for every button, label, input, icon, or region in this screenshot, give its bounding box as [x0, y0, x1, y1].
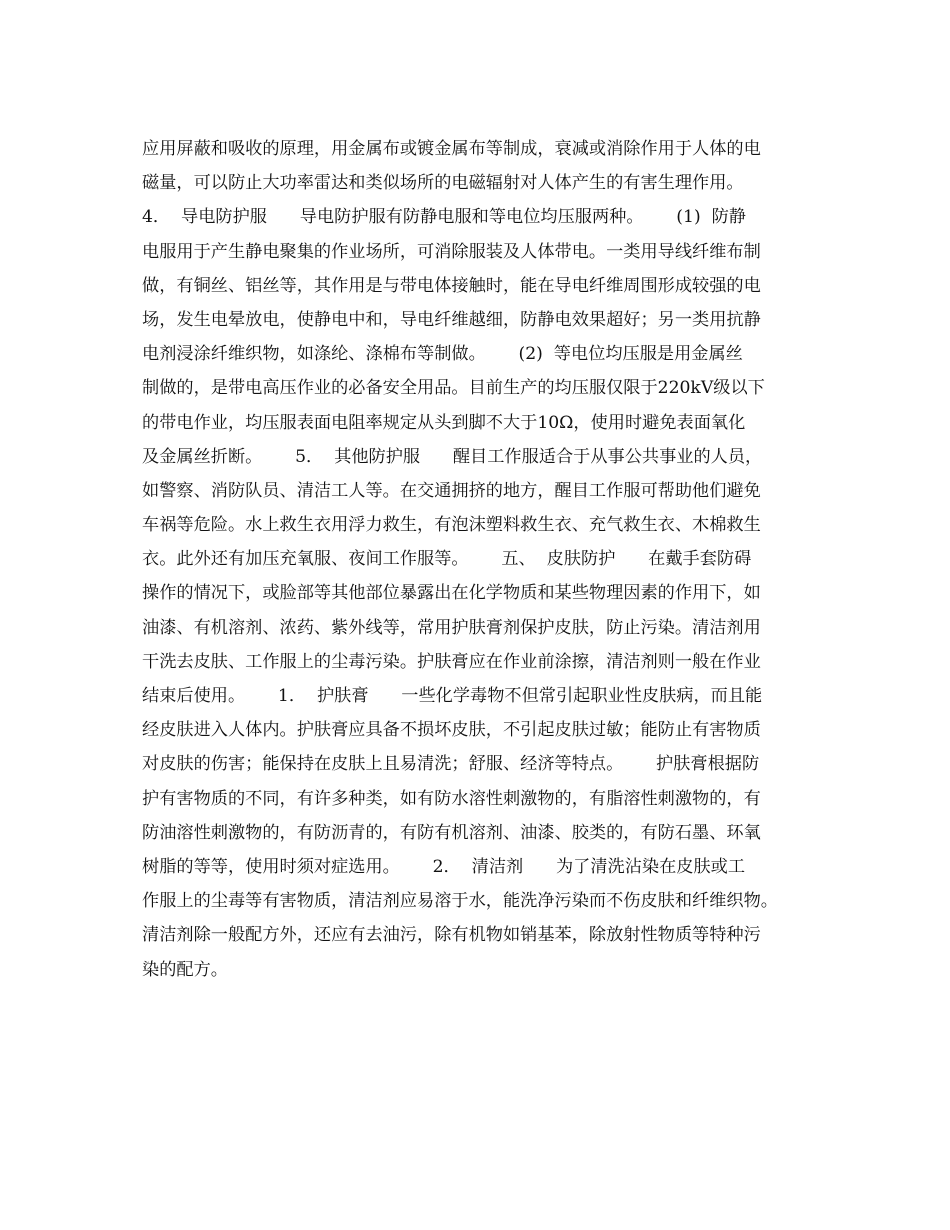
text-line: 树脂的等等，使用时须对症选用。 2． 清洁剂 为了清洗沾染在皮肤或工 [142, 856, 746, 877]
text-line: 做，有铜丝、铝丝等，其作用是与带电体接触时，能在导电纤维周围形成较强的电 [142, 275, 761, 296]
text-line: 结束后使用。 1． 护肤膏 一些化学毒物不但常引起职业性皮肤病，而且能 [142, 686, 763, 706]
text-line: 油漆、有机溶剂、浓药、紫外线等，常用护肤膏剂保护皮肤，防止污染。清洁剂用 [142, 617, 761, 638]
text-line: 4． 导电防护服 导电防护服有防静电服和等电位均压服两种。 (1) 防静 [142, 207, 746, 228]
text-line: 作服上的尘毒等有害物质，清洁剂应易溶于水，能洗净污染而不伤皮肤和纤维织物。 [142, 891, 778, 912]
text-line: 车祸等危险。水上救生衣用浮力救生，有泡沫塑料救生衣、充气救生衣、木棉救生 [142, 515, 761, 536]
text-line: 操作的情况下，或脸部等其他部位暴露出在化学物质和某些物理因素的作用下，如 [142, 583, 761, 604]
text-line: 染的配方。 [142, 959, 228, 980]
body-text [142, 132, 822, 987]
text-line: 防油溶性刺激物的，有防沥青的，有防有机溶剂、油漆、胶类的，有防石墨、环氧 [142, 822, 761, 843]
text-line: 对皮肤的伤害；能保持在皮肤上且易清洗；舒服、经济等特点。 护肤膏根据防 [142, 754, 760, 775]
text-line: 磁量，可以防止大功率雷达和类似场所的电磁辐射对人体产生的有害生理作用。 [142, 173, 744, 194]
text-line: 干洗去皮肤、工作服上的尘毒污染。护肤膏应在作业前涂擦，清洁剂则一般在作业 [142, 651, 761, 672]
text-line: 场，发生电晕放电，使静电中和，导电纤维越细，防静电效果超好；另一类用抗静 [142, 309, 761, 330]
text-line: 制做的，是带电高压作业的必备安全用品。目前生产的均压服仅限于220kV级以下 [142, 378, 765, 399]
text-line: 清洁剂除一般配方外，还应有去油污，除有机物如销基苯，除放射性物质等特种污 [142, 925, 761, 946]
text-line: 电服用于产生静电聚集的作业场所，可消除服装及人体带电。一类用导线纤维布制 [142, 241, 761, 262]
text-line: 经皮肤进入人体内。护肤膏应具备不损坏皮肤，不引起皮肤过敏；能防止有害物质 [142, 720, 761, 741]
text-line: 护有害物质的不同，有许多种类，如有防水溶性刺激物的，有脂溶性刺激物的，有 [142, 788, 761, 809]
text-line: 衣。此外还有加压充氧服、夜间工作服等。 五、 皮肤防护 在戴手套防碍 [142, 549, 752, 570]
text-line: 的带电作业，均压服表面电阻率规定从头到脚不大于10Ω，使用时避免表面氧化 [142, 412, 746, 433]
text-line: 如警察、消防队员、清洁工人等。在交通拥挤的地方，醒目工作服可帮助他们避免 [142, 480, 761, 501]
text-line: 应用屏蔽和吸收的原理，用金属布或镀金属布等制成，衰减或消除作用于人体的电 [142, 139, 761, 159]
text-line: 电剂浸涂纤维织物，如涤纶、涤棉布等制做。 (2) 等电位均压服是用金属丝 [142, 344, 743, 365]
text-line: 及金属丝折断。 5． 其他防护服 醒目工作服适合于从事公共事业的人员， [142, 446, 763, 467]
